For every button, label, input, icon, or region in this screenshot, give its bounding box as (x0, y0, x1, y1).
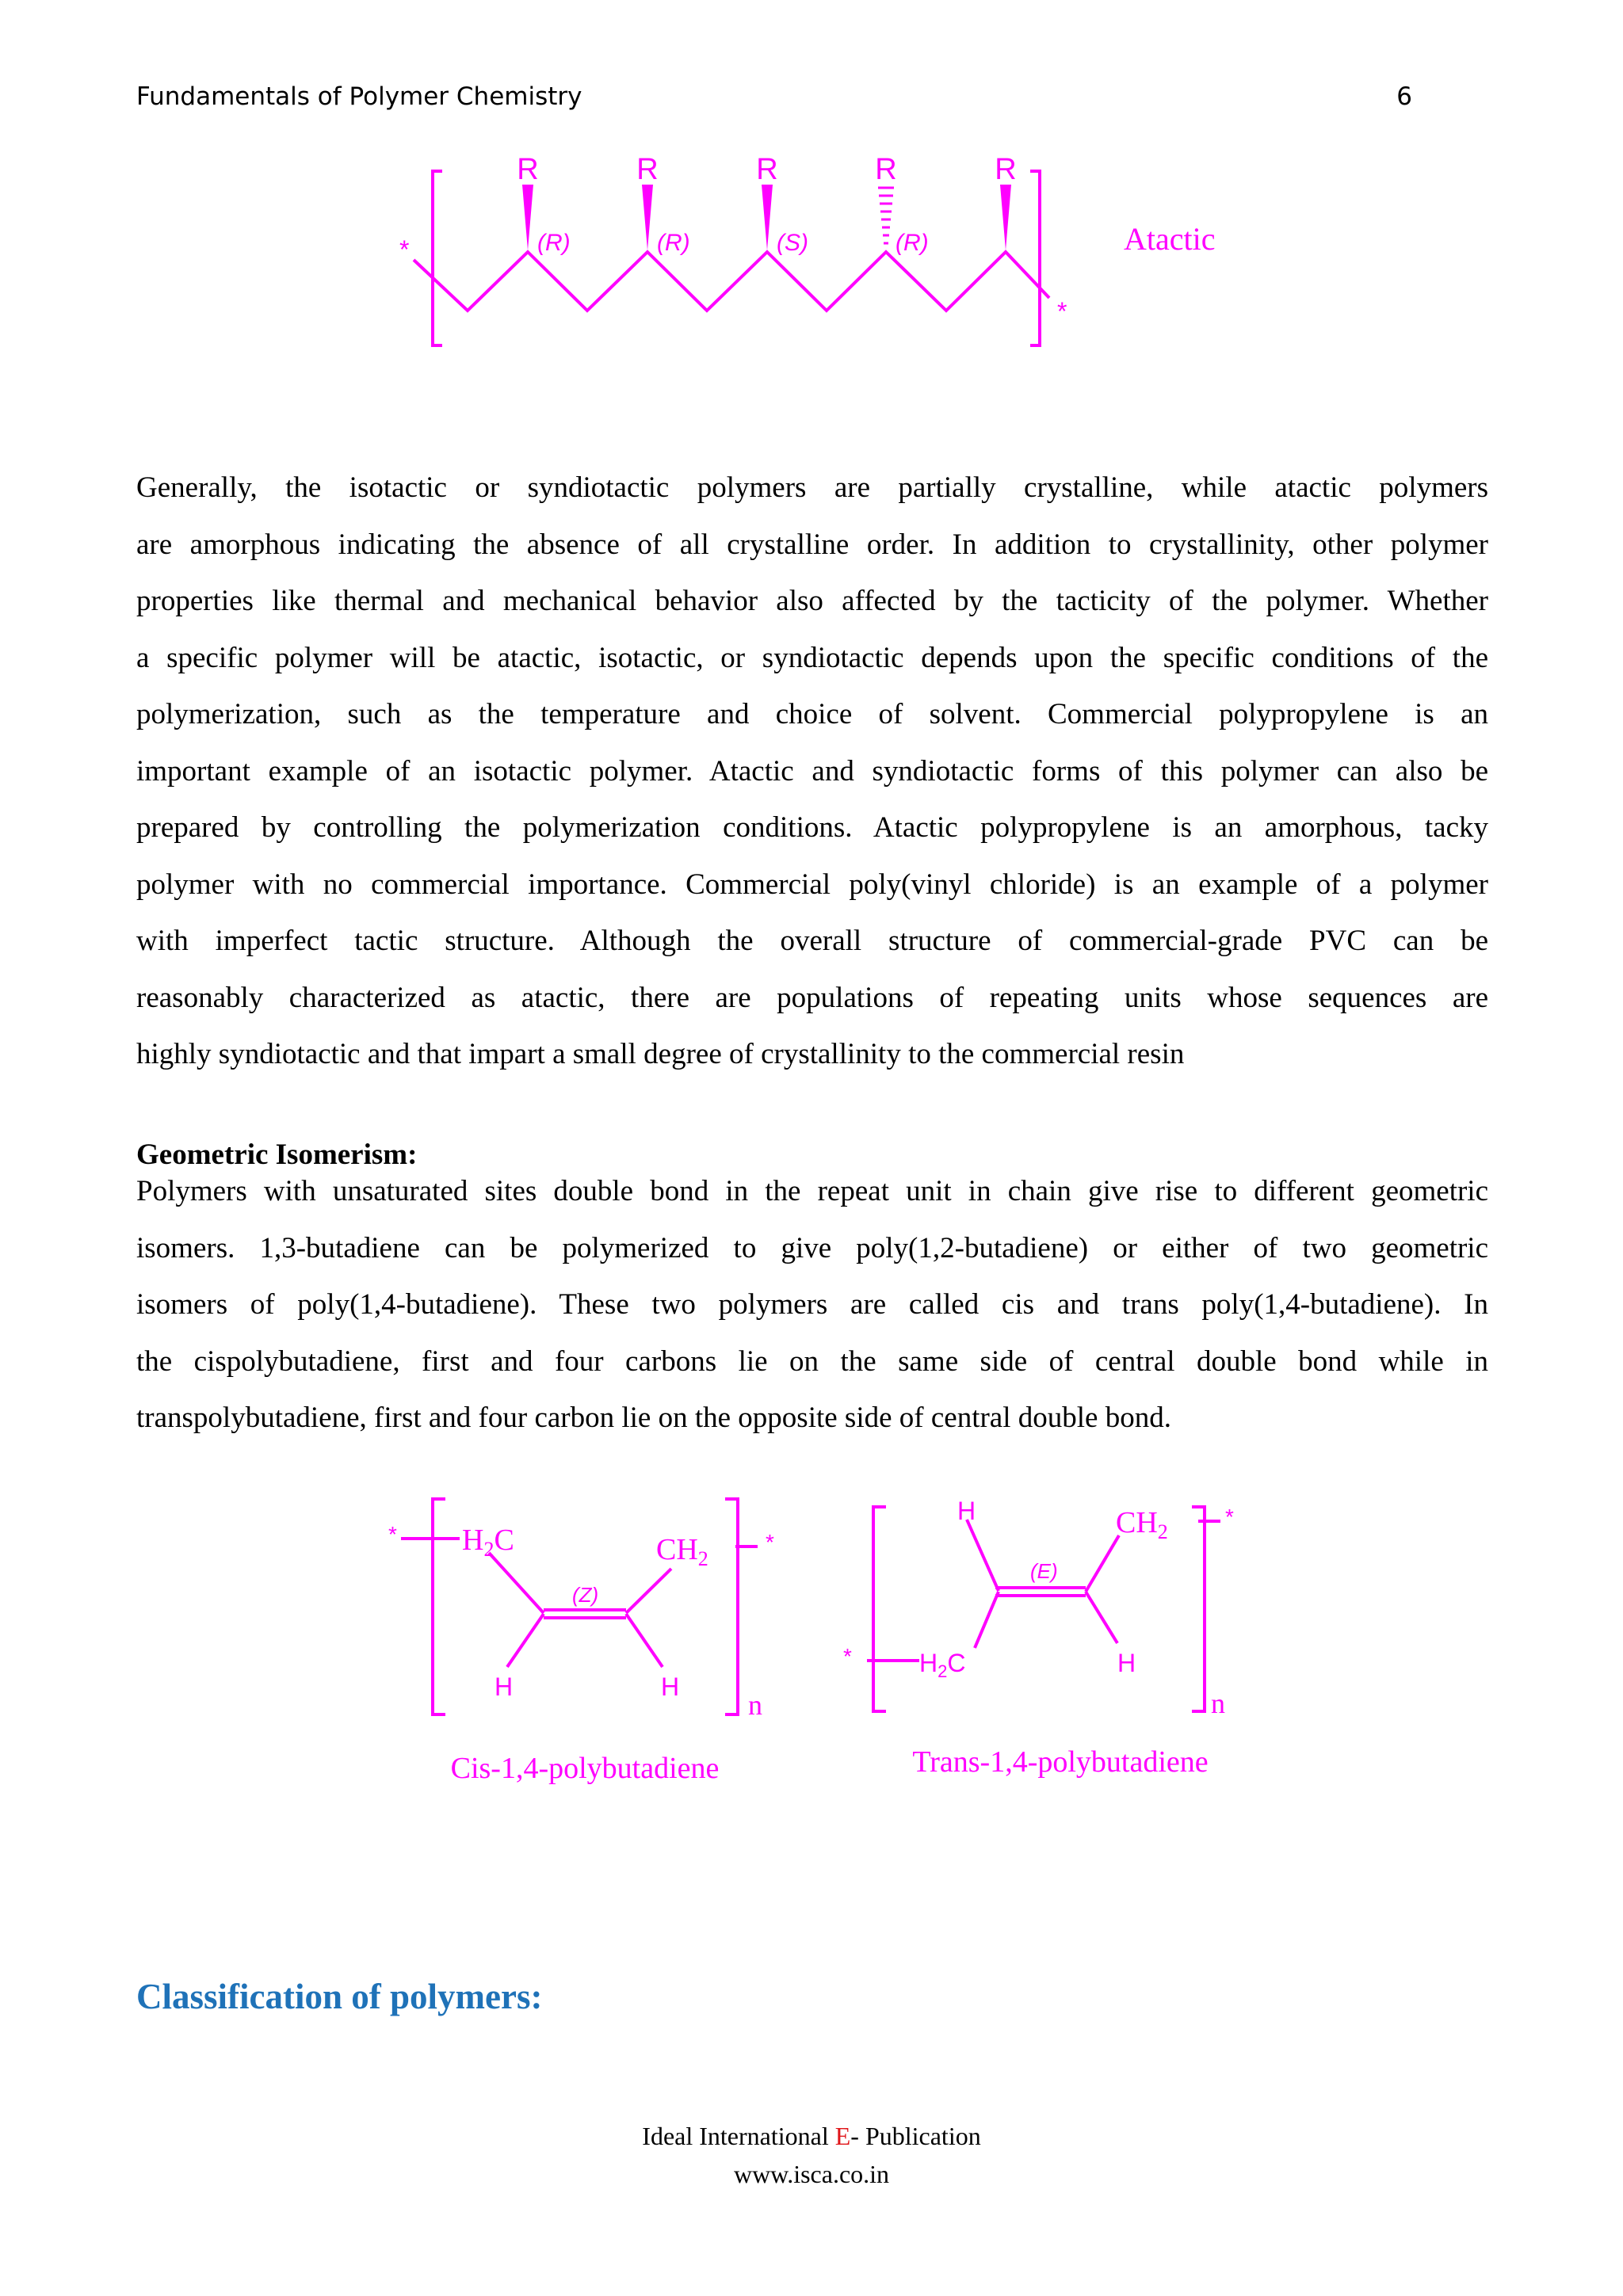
publisher-prefix: Ideal International (642, 2122, 835, 2150)
trans-caption: Trans-1,4-polybutadiene (912, 1745, 1209, 1779)
stereo-config-label: (R) (537, 230, 571, 256)
stereo-config-label: (S) (777, 230, 808, 256)
stereo-config-label: (R) (896, 230, 929, 256)
hydrogen-label: H (957, 1497, 976, 1525)
tacticity-paragraph (136, 460, 1488, 1083)
publisher-e: E (834, 2122, 851, 2150)
stereo-config-label: (R) (657, 230, 690, 256)
text-line: polymerization, such as the temperature and choice of solvent. Commercial polypropylene is an (136, 698, 1488, 730)
chain-end-marker: * (1057, 297, 1067, 326)
atactic-label: Atactic (1124, 221, 1216, 257)
hydrogen-label: H (1117, 1649, 1136, 1677)
text-line: the cispolybutadiene, first and four carbons lie on the same side of central double bond while in (136, 1344, 1488, 1378)
text-line: with imperfect tactic structure. Although the overall structure of commercial-grade PVC can be (136, 925, 1488, 957)
r-substituent-label: R (995, 153, 1017, 186)
wedge-bond (762, 185, 773, 250)
end-marker: * (843, 1644, 852, 1669)
geometric-isomerism-paragraph (136, 1163, 1488, 1447)
page-header (136, 78, 1412, 117)
repeat-n: n (1211, 1688, 1225, 1719)
publisher-suffix: - Publication (850, 2122, 981, 2150)
end-marker: * (1225, 1505, 1234, 1529)
text-line: Generally, the isotactic or syndiotactic polymers are partially crystalline, while atactic polymers (136, 471, 1488, 504)
cis-caption: Cis-1,4-polybutadiene (450, 1752, 720, 1785)
text-line: transpolybutadiene, first and four carbon lie on the opposite side of central double bond. (136, 1402, 1171, 1434)
wedge-bond (522, 185, 533, 250)
text-line: are amorphous indicating the absence of all crystalline order. In addition to crystallinity, other polymer (136, 528, 1488, 561)
r-substituent-label: R (756, 153, 778, 186)
cis-structure (401, 1499, 758, 1714)
text-line: highly syndiotactic and that impart a small degree of crystallinity to the commercial resin (136, 1038, 1185, 1070)
end-marker: * (766, 1530, 774, 1554)
book-title: Fundamentals of Polymer Chemistry (136, 82, 582, 111)
h2c-group: $H_2C$ (919, 1649, 966, 1681)
ch2-group: $CH_2$ (656, 1533, 708, 1570)
hydrogen-label: H (661, 1672, 680, 1701)
stereo-label: (E) (1030, 1559, 1058, 1583)
text-line: polymer with no commercial importance. Commercial poly(vinyl chloride) is an example of a polymer (136, 868, 1488, 901)
text-line: reasonably characterized as atactic, there are populations of repeating units whose sequences are (136, 981, 1488, 1014)
stereo-label: (Z) (572, 1583, 599, 1607)
ch2-group: $CH_2$ (1116, 1506, 1168, 1543)
text-line: prepared by controlling the polymerization conditions. Atactic polypropylene is an amorphous, tacky (136, 811, 1488, 844)
section-title: Classification of polymers: (136, 1977, 543, 2016)
wedge-bond (1000, 185, 1011, 250)
hydrogen-label: H (495, 1672, 514, 1701)
text-line: properties like thermal and mechanical behavior also affected by the tacticity of the polymer. Whether (136, 585, 1488, 617)
chain-end-marker: * (399, 235, 410, 264)
atactic-structure-figure (0, 151, 1623, 357)
polymer-backbone (414, 252, 1049, 311)
text-line: isomers. 1,3-butadiene can be polymerized to give poly(1,2-butadiene) or either of two geometric (136, 1231, 1488, 1264)
text-line: Polymers with unsaturated sites double bond in the repeat unit in chain give rise to different geometric (136, 1175, 1488, 1207)
h2c-group: $H_2C$ (462, 1524, 514, 1561)
text-line: important example of an isotactic polymer. Atactic and syndiotactic forms of this polymer can also be (136, 754, 1488, 788)
r-substituent-label: R (875, 153, 897, 186)
footer-publisher (0, 2122, 1623, 2151)
r-substituent-label: R (636, 153, 659, 186)
end-marker: * (388, 1522, 397, 1547)
r-substituent-label: R (517, 153, 539, 186)
polybutadiene-isomers-figure (0, 1482, 1623, 1798)
left-bracket (433, 171, 442, 345)
text-line: a specific polymer will be atactic, isotactic, or syndiotactic depends upon the specific conditions of the (136, 641, 1488, 674)
page-number: 6 (1396, 82, 1412, 111)
right-bracket (1030, 171, 1040, 345)
text-line: isomers of poly(1,4-butadiene). These two polymers are called cis and trans poly(1,4-butadiene). In (136, 1288, 1488, 1321)
wedge-bond (642, 185, 653, 250)
repeat-n: n (748, 1689, 762, 1721)
footer-url: www.isca.co.in (733, 2160, 890, 2188)
hashed-bond (878, 188, 894, 243)
geometric-isomerism-heading: Geometric Isomerism: (136, 1138, 418, 1171)
